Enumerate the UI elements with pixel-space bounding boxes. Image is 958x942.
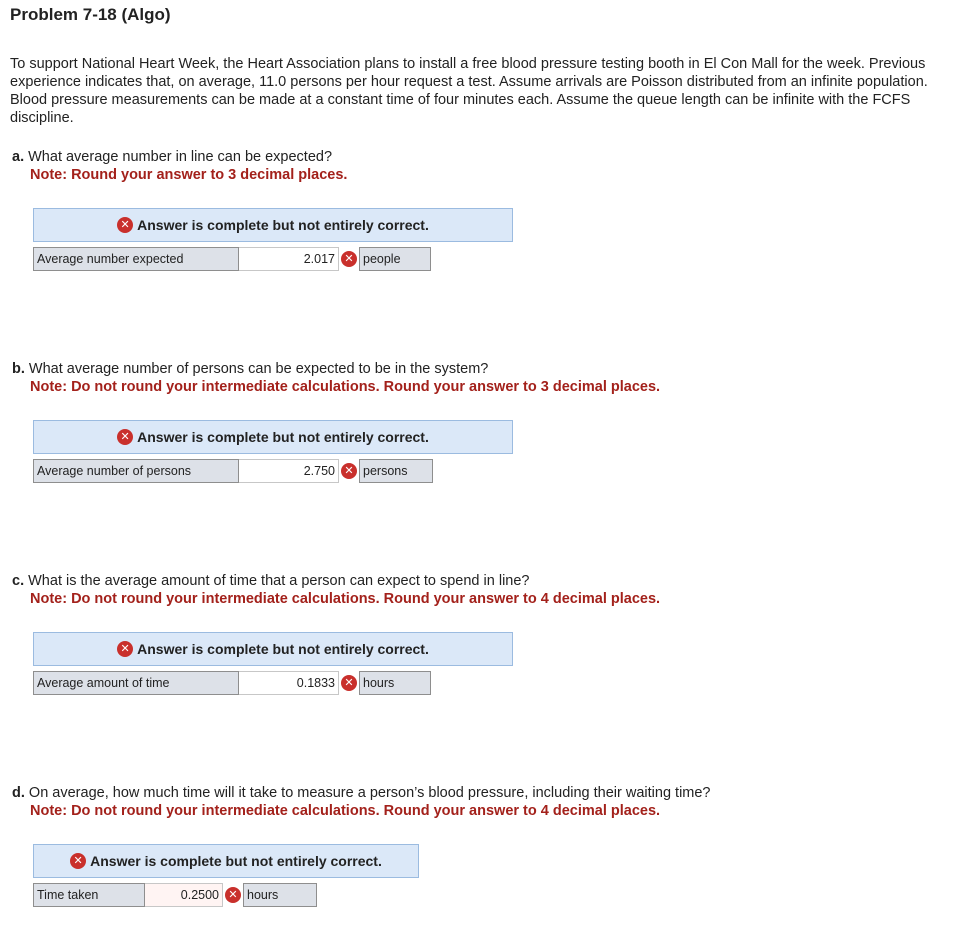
answer-status-text: Answer is complete but not entirely correct. — [90, 853, 382, 869]
question-text: What is the average amount of time that a person can expect to spend in line? — [28, 573, 530, 589]
question-letter: b. — [12, 361, 25, 377]
answer-label: Time taken — [33, 883, 145, 907]
answer-value: 2.750 — [303, 464, 335, 478]
problem-statement: To support National Heart Week, the Heart Association plans to install a free blood pressure testing booth in El Con Mall for the week. Previous experience indicates that, on average, 11.0 persons per hour request a test. Assume arrivals are Poisson distributed from an infinite population. Blood pressure measurements can be made at a constant time of four minutes each. Assume the queue length can be infinite with the FCFS discipline. — [10, 56, 928, 126]
answer-input[interactable] — [239, 247, 339, 271]
answer-row — [33, 247, 431, 271]
answer-status-text: Answer is complete but not entirely correct. — [137, 641, 429, 657]
question-letter: d. — [12, 785, 25, 801]
answer-label: Average amount of time — [33, 671, 239, 695]
answer-value: 0.2500 — [180, 888, 219, 902]
incorrect-icon: ✕ — [341, 463, 357, 479]
question-a — [12, 148, 942, 184]
question-letter: c. — [12, 573, 25, 589]
answer-unit: hours — [243, 883, 317, 907]
question-letter: a. — [12, 149, 25, 165]
answer-unit: people — [359, 247, 431, 271]
question-note: Note: Do not round your intermediate calculations. Round your answer to 3 decimal places. — [30, 379, 661, 395]
question-text: On average, how much time will it take to measure a person’s blood pressure, including their waiting time? — [28, 785, 711, 801]
answer-label: Average number of persons — [33, 459, 239, 483]
answer-row — [33, 459, 433, 483]
incorrect-icon: ✕ — [117, 217, 133, 233]
question-b — [12, 360, 942, 396]
answer-unit: persons — [359, 459, 433, 483]
incorrect-icon: ✕ — [341, 675, 357, 691]
answer-status-banner — [33, 632, 513, 666]
page-title: Problem 7-18 (Algo) — [10, 5, 171, 24]
answer-row — [33, 883, 317, 907]
incorrect-icon: ✕ — [117, 429, 133, 445]
answer-label: Average number expected — [33, 247, 239, 271]
answer-value: 0.1833 — [296, 676, 335, 690]
answer-status-banner — [33, 844, 419, 878]
answer-input[interactable] — [239, 671, 339, 695]
answer-unit: hours — [359, 671, 431, 695]
answer-input[interactable] — [145, 883, 223, 907]
answer-input[interactable] — [239, 459, 339, 483]
question-text: What average number of persons can be expected to be in the system? — [28, 361, 489, 377]
question-c — [12, 572, 942, 608]
incorrect-icon: ✕ — [341, 251, 357, 267]
answer-status-banner — [33, 208, 513, 242]
answer-status-text: Answer is complete but not entirely correct. — [137, 429, 429, 445]
incorrect-icon: ✕ — [70, 853, 86, 869]
question-d — [12, 784, 942, 820]
answer-status-text: Answer is complete but not entirely correct. — [137, 217, 429, 233]
question-note: Note: Round your answer to 3 decimal places. — [30, 167, 348, 183]
question-text: What average number in line can be expected? — [28, 149, 333, 165]
incorrect-icon: ✕ — [117, 641, 133, 657]
answer-status-banner — [33, 420, 513, 454]
incorrect-icon: ✕ — [225, 887, 241, 903]
answer-row — [33, 671, 431, 695]
question-note: Note: Do not round your intermediate calculations. Round your answer to 4 decimal places. — [30, 591, 661, 607]
question-note: Note: Do not round your intermediate calculations. Round your answer to 4 decimal places. — [30, 803, 661, 819]
answer-value: 2.017 — [303, 252, 335, 266]
